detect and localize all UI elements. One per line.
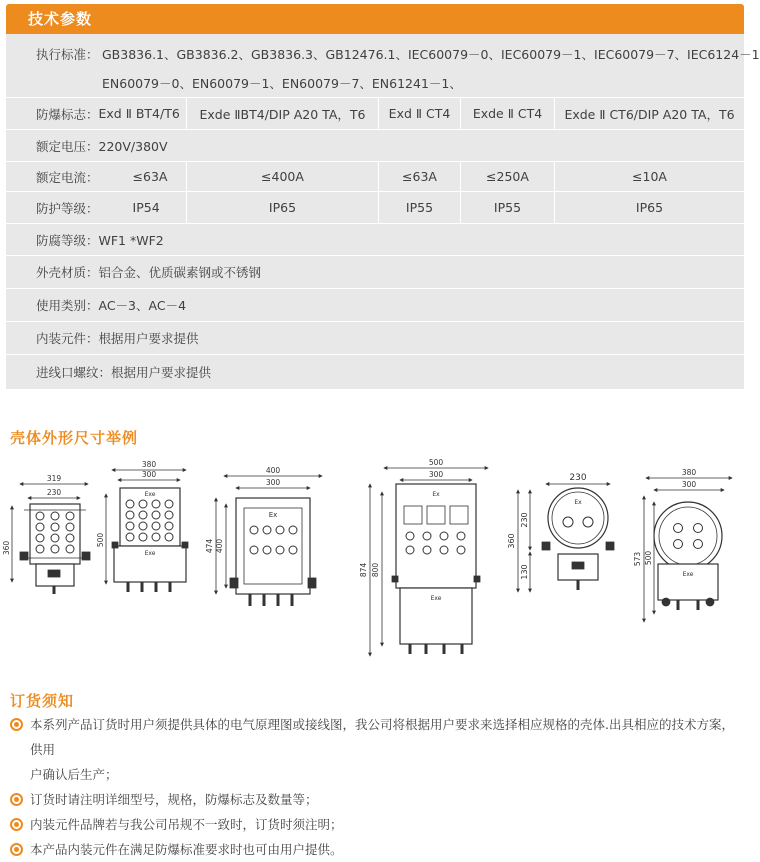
d3-h-inner: 400 bbox=[215, 538, 224, 554]
tech-params-header bbox=[6, 4, 744, 34]
bullet-icon bbox=[10, 818, 23, 831]
enclosure-drawings bbox=[0, 456, 750, 666]
component-mark bbox=[152, 511, 160, 519]
component-mark bbox=[36, 523, 44, 531]
d4-w-outer: 500 bbox=[428, 458, 444, 467]
thread-row bbox=[6, 355, 744, 390]
explosion-cell-2 bbox=[186, 98, 378, 129]
bullet-icon bbox=[10, 843, 23, 856]
current-cell-1 bbox=[6, 162, 186, 191]
explosion-label: 防爆标志： bbox=[36, 106, 99, 122]
component-mark bbox=[152, 500, 160, 508]
standards-line1: GB3836.1、GB3836.2、GB3836.3、GB12476.1、IEC60079－0、IEC60079－1、IEC60079－7、IEC6124－1 bbox=[102, 47, 760, 62]
d2-w-outer: 380 bbox=[141, 460, 157, 469]
components-row bbox=[6, 322, 744, 355]
current-value: ≤400A bbox=[261, 169, 304, 184]
order-note-text: 订货时请注明详细型号，规格，防爆标志及数量等； bbox=[30, 792, 318, 807]
protection-value: IP55 bbox=[405, 200, 434, 215]
d5-h-total: 360 bbox=[507, 533, 516, 549]
standards-line2: EN60079－0、EN60079－1、EN60079－7、EN61241－1、 bbox=[102, 76, 462, 91]
d3-h-outer: 474 bbox=[205, 538, 214, 554]
component-mark bbox=[440, 546, 448, 554]
component-mark bbox=[165, 522, 173, 530]
component-mark bbox=[457, 532, 465, 540]
order-note-text: 本产品内装元件在满足防爆标准要求时也可由用户提供。 bbox=[30, 842, 343, 857]
current-cell-2 bbox=[186, 162, 378, 191]
enclosure-drawing-5 bbox=[518, 484, 614, 592]
anticorrosion-text: 防腐等级：WF1 *WF2 bbox=[36, 232, 164, 248]
material-text: 外壳材质：铝合金、优质碳素钢或不锈钢 bbox=[36, 265, 262, 280]
current-cell-4 bbox=[460, 162, 554, 191]
component-mark bbox=[66, 523, 74, 531]
explosion-value: Exde Ⅱ CT4 bbox=[472, 106, 543, 121]
component-mark bbox=[126, 522, 134, 530]
d4-w-inner: 300 bbox=[428, 470, 444, 479]
d2-bottom-mark: Exe bbox=[144, 550, 156, 557]
component-mark bbox=[36, 512, 44, 520]
component-mark bbox=[276, 526, 284, 534]
tech-params-title: 技术参数 bbox=[28, 10, 93, 28]
component-mark bbox=[406, 532, 414, 540]
current-label: 额定电流： bbox=[36, 169, 99, 185]
component-mark bbox=[139, 533, 147, 541]
voltage-row bbox=[6, 130, 744, 162]
d4-h-outer: 874 bbox=[359, 562, 368, 578]
order-note bbox=[10, 712, 740, 787]
component-mark bbox=[139, 511, 147, 519]
d4-h-inner: 800 bbox=[371, 562, 380, 578]
d6-h-outer: 573 bbox=[633, 551, 642, 567]
explosion-value: Exde ⅡBT4/DIP A20 TA，T6 bbox=[199, 106, 366, 122]
component-mark bbox=[66, 534, 74, 542]
usage-row bbox=[6, 289, 744, 322]
component-mark bbox=[263, 526, 271, 534]
order-note-text: 户确认后生产； bbox=[30, 767, 118, 782]
usage-text: 使用类别：AC－3、AC－4 bbox=[36, 298, 187, 313]
component-mark bbox=[139, 500, 147, 508]
component-mark bbox=[66, 545, 74, 553]
component-mark bbox=[126, 533, 134, 541]
protection-cell-3 bbox=[378, 192, 460, 223]
component-mark bbox=[276, 546, 284, 554]
anticorrosion-row bbox=[6, 224, 744, 256]
protection-cell-5 bbox=[554, 192, 744, 223]
spec-table bbox=[6, 34, 760, 390]
explosion-cell-4 bbox=[460, 98, 554, 129]
current-value: ≤63A bbox=[402, 169, 437, 184]
component-mark bbox=[583, 517, 593, 527]
order-title: 订货须知 bbox=[10, 692, 75, 710]
protection-label: 防护等级： bbox=[36, 200, 99, 216]
order-note bbox=[10, 787, 740, 812]
standards-label: 执行标准： bbox=[36, 47, 99, 62]
current-row bbox=[6, 162, 744, 192]
current-value: ≤63A bbox=[132, 169, 168, 184]
order-note-text: 内装元件品牌若与我公司吊规不一致时，订货时须注明； bbox=[30, 817, 343, 832]
d5-h-top: 230 bbox=[520, 512, 529, 528]
standards-row bbox=[6, 34, 760, 98]
current-value: ≤10A bbox=[632, 169, 667, 184]
component-mark bbox=[165, 511, 173, 519]
component-mark bbox=[36, 545, 44, 553]
order-notes bbox=[10, 712, 740, 862]
dimensions-title: 壳体外形尺寸举例 bbox=[10, 429, 139, 447]
component-mark bbox=[457, 546, 465, 554]
d3-mark: Ex bbox=[268, 511, 278, 519]
current-value: ≤250A bbox=[486, 169, 529, 184]
d6-w-outer: 380 bbox=[681, 468, 697, 477]
d1-w-outer: 319 bbox=[46, 474, 62, 483]
component-mark bbox=[36, 534, 44, 542]
d5-h-bottom: 130 bbox=[520, 564, 529, 580]
explosion-cell-3 bbox=[378, 98, 460, 129]
explosion-cell-1 bbox=[6, 98, 186, 129]
d2-top-mark: Exe bbox=[144, 491, 156, 498]
d1-h: 360 bbox=[2, 540, 11, 556]
explosion-value: Exd Ⅱ BT4/T6 bbox=[98, 106, 180, 121]
component-mark bbox=[423, 532, 431, 540]
material-row bbox=[6, 256, 744, 289]
component-mark bbox=[51, 545, 59, 553]
explosion-value: Exde Ⅱ CT6/DIP A20 TA，T6 bbox=[564, 106, 735, 122]
order-note bbox=[10, 812, 740, 837]
protection-cell-2 bbox=[186, 192, 378, 223]
component-mark bbox=[423, 546, 431, 554]
protection-cell-4 bbox=[460, 192, 554, 223]
order-note-text: 本系列产品订货时用户须提供具体的电气原理图或接线图，我公司将根据用户要求来选择相应规格的壳体.出具相应的技术方案，供用 bbox=[30, 717, 734, 757]
enclosure-drawing-6 bbox=[644, 478, 732, 622]
component-mark bbox=[563, 517, 573, 527]
d3-w-inner: 300 bbox=[265, 478, 281, 487]
component-mark bbox=[126, 500, 134, 508]
d6-h-inner: 500 bbox=[644, 550, 653, 566]
component-mark bbox=[694, 524, 703, 533]
component-mark bbox=[250, 546, 258, 554]
component-mark bbox=[674, 540, 683, 549]
component-mark bbox=[152, 533, 160, 541]
d4-top-mark: Ex bbox=[432, 491, 440, 498]
bullet-icon bbox=[10, 718, 23, 731]
thread-text: 进线口螺纹：根据用户要求提供 bbox=[36, 365, 212, 380]
d6-w-inner: 300 bbox=[681, 480, 697, 489]
component-mark bbox=[263, 546, 271, 554]
protection-cell-1 bbox=[6, 192, 186, 223]
explosion-value: Exd Ⅱ CT4 bbox=[388, 106, 451, 121]
component-mark bbox=[139, 522, 147, 530]
component-mark bbox=[165, 533, 173, 541]
protection-row bbox=[6, 192, 744, 224]
order-note bbox=[10, 837, 740, 862]
enclosure-drawing-2 bbox=[106, 470, 188, 592]
d1-w-inner: 230 bbox=[46, 488, 62, 497]
explosion-row bbox=[6, 98, 744, 130]
component-mark bbox=[674, 524, 683, 533]
explosion-cell-5 bbox=[554, 98, 744, 129]
component-mark bbox=[406, 546, 414, 554]
component-mark bbox=[126, 511, 134, 519]
component-mark bbox=[152, 522, 160, 530]
component-mark bbox=[165, 500, 173, 508]
enclosure-drawing-3 bbox=[216, 476, 322, 606]
component-mark bbox=[51, 534, 59, 542]
d4-bottom-mark: Exe bbox=[430, 595, 442, 602]
current-cell-3 bbox=[378, 162, 460, 191]
d3-w-outer: 400 bbox=[265, 466, 281, 475]
component-mark bbox=[51, 523, 59, 531]
protection-value: IP55 bbox=[493, 200, 522, 215]
component-mark bbox=[250, 526, 258, 534]
bullet-icon bbox=[10, 793, 23, 806]
enclosure-drawing-4 bbox=[370, 468, 488, 656]
components-text: 内装元件：根据用户要求提供 bbox=[36, 331, 199, 346]
component-mark bbox=[289, 546, 297, 554]
d6-mark: Exe bbox=[682, 571, 694, 578]
component-mark bbox=[440, 532, 448, 540]
d5-mark: Ex bbox=[574, 499, 582, 506]
d2-w-inner: 300 bbox=[141, 470, 157, 479]
protection-value: IP65 bbox=[268, 200, 297, 215]
component-mark bbox=[66, 512, 74, 520]
d5-w: 230 bbox=[569, 473, 587, 483]
component-mark bbox=[51, 512, 59, 520]
current-cell-5 bbox=[554, 162, 744, 191]
component-mark bbox=[694, 540, 703, 549]
protection-value: IP54 bbox=[132, 200, 160, 215]
protection-value: IP65 bbox=[635, 200, 664, 215]
component-mark bbox=[289, 526, 297, 534]
d2-h: 500 bbox=[96, 532, 105, 548]
voltage-text: 额定电压：220V/380V bbox=[36, 138, 168, 154]
